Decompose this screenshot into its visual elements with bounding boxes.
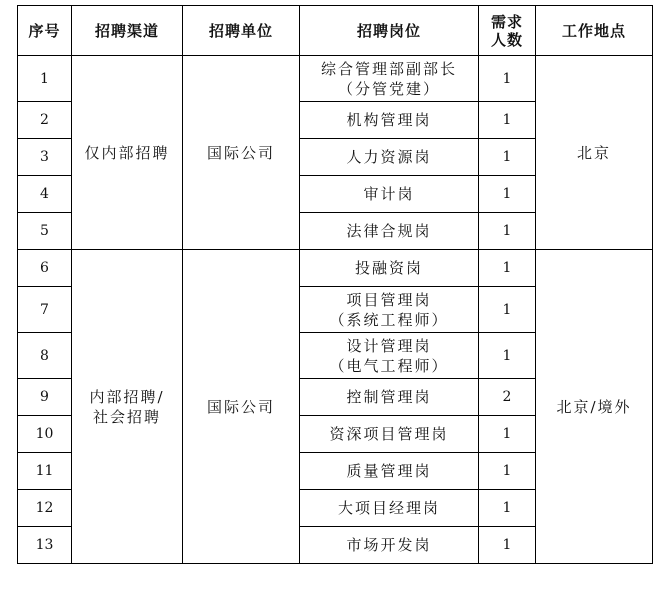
recruitment-table <box>17 5 653 564</box>
position-line2: （系统工程师） <box>329 310 449 329</box>
row-seq: 6 <box>18 250 72 287</box>
row-count: 1 <box>479 102 536 139</box>
row-count: 1 <box>479 527 536 564</box>
header-row <box>18 6 653 56</box>
channel-line1: 内部招聘/ <box>89 387 165 406</box>
header-unit: 招聘单位 <box>183 6 300 56</box>
row-count: 1 <box>479 287 536 333</box>
row-seq: 1 <box>18 56 72 102</box>
row-position: 资深项目管理岗 <box>300 416 479 453</box>
position-line1: 项目管理岗 <box>346 290 432 309</box>
row-seq: 7 <box>18 287 72 333</box>
row-position: 人力资源岗 <box>300 139 479 176</box>
row-position <box>300 333 479 379</box>
row-seq: 3 <box>18 139 72 176</box>
row-count: 1 <box>479 213 536 250</box>
header-channel: 招聘渠道 <box>72 6 183 56</box>
row-position <box>300 287 479 333</box>
position-line1: 设计管理岗 <box>346 336 432 355</box>
group-location: 北京 <box>536 56 653 250</box>
row-count: 1 <box>479 416 536 453</box>
header-location: 工作地点 <box>536 6 653 56</box>
row-seq: 2 <box>18 102 72 139</box>
row-position: 机构管理岗 <box>300 102 479 139</box>
header-position: 招聘岗位 <box>300 6 479 56</box>
row-position: 控制管理岗 <box>300 379 479 416</box>
row-count: 1 <box>479 333 536 379</box>
row-count: 1 <box>479 56 536 102</box>
table-row <box>18 56 653 102</box>
row-seq: 12 <box>18 490 72 527</box>
group-location: 北京/境外 <box>536 250 653 564</box>
row-count: 1 <box>479 250 536 287</box>
row-position: 法律合规岗 <box>300 213 479 250</box>
channel-line2: 社会招聘 <box>92 407 161 426</box>
row-count: 1 <box>479 490 536 527</box>
table-row <box>18 250 653 287</box>
group-channel <box>72 250 183 564</box>
row-seq: 5 <box>18 213 72 250</box>
row-count: 1 <box>479 139 536 176</box>
row-position: 投融资岗 <box>300 250 479 287</box>
position-line1: 综合管理部副部长 <box>320 59 457 78</box>
row-seq: 9 <box>18 379 72 416</box>
row-seq: 11 <box>18 453 72 490</box>
header-demand-line2: 人数 <box>490 30 523 49</box>
group-channel: 仅内部招聘 <box>72 56 183 250</box>
row-count: 1 <box>479 176 536 213</box>
row-position: 质量管理岗 <box>300 453 479 490</box>
row-seq: 4 <box>18 176 72 213</box>
row-seq: 8 <box>18 333 72 379</box>
header-seq: 序号 <box>18 6 72 56</box>
group-unit: 国际公司 <box>183 250 300 564</box>
row-position: 大项目经理岗 <box>300 490 479 527</box>
row-count: 1 <box>479 453 536 490</box>
group-unit: 国际公司 <box>183 56 300 250</box>
position-line2: （电气工程师） <box>329 356 449 375</box>
header-demand-line1: 需求 <box>490 12 523 31</box>
header-demand <box>479 6 536 56</box>
position-line2: （分管党建） <box>337 79 440 98</box>
row-seq: 13 <box>18 527 72 564</box>
row-seq: 10 <box>18 416 72 453</box>
row-position: 审计岗 <box>300 176 479 213</box>
row-position <box>300 56 479 102</box>
row-position: 市场开发岗 <box>300 527 479 564</box>
row-count: 2 <box>479 379 536 416</box>
